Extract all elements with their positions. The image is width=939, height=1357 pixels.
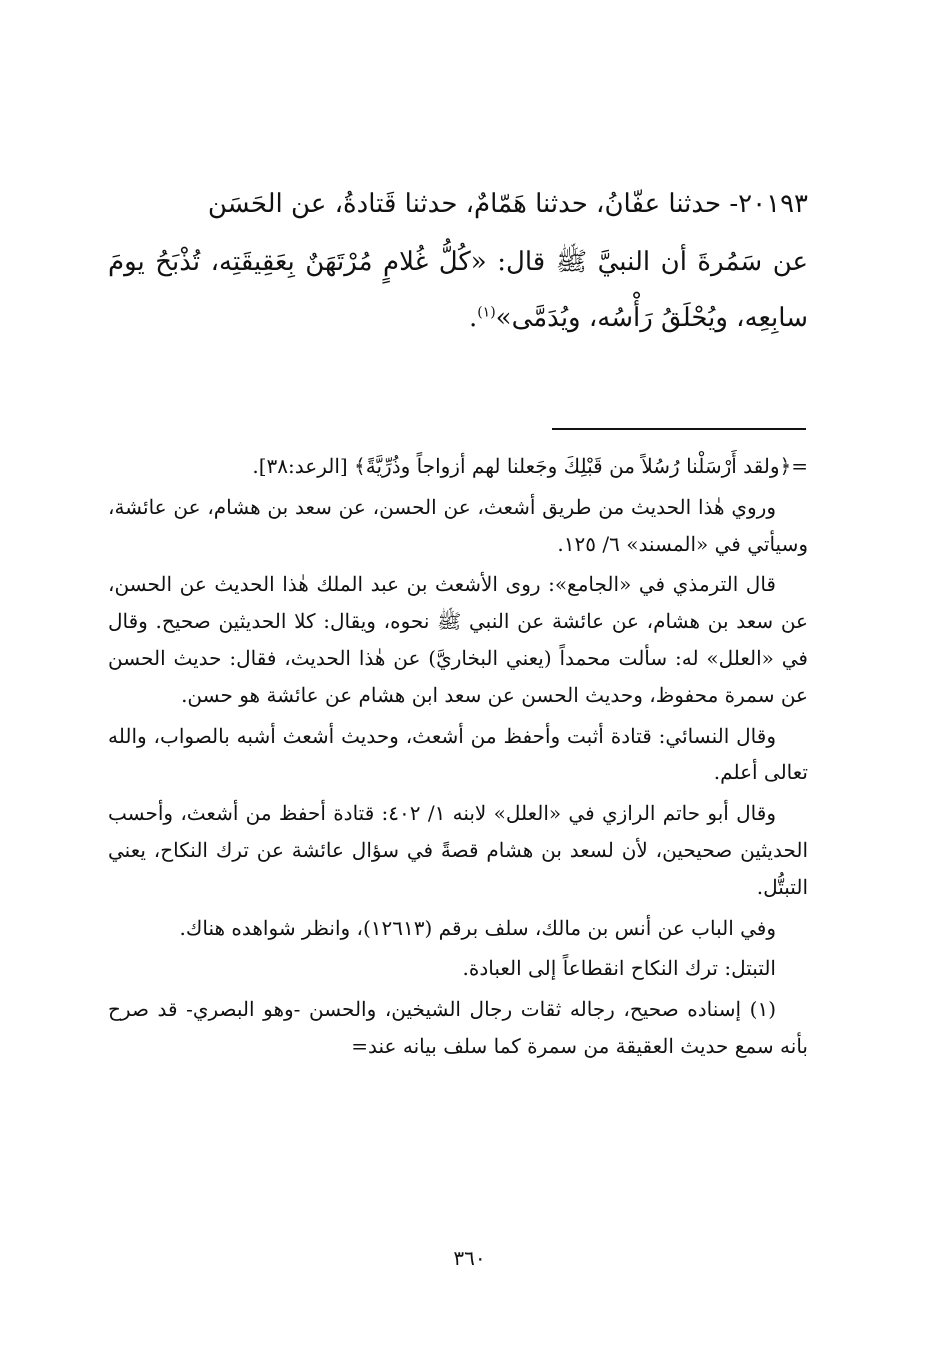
footnote-paragraph: وقال النسائي: قتادة أثبت وأحفظ من أشعث، وحديث أشعث أشبه بالصواب، والله تعالى أعلم. <box>108 723 808 785</box>
footnote-separator <box>552 428 806 430</box>
hadith-isnad: ٢٠١٩٣- حدثنا عفّانُ، حدثنا هَمّامٌ، حدثنا قَتادةُ، عن الحَسَن <box>207 189 808 219</box>
footnote-paragraph: وفي الباب عن أنس بن مالك، سلف برقم (١٢٦١٣)، وانظر شواهده هناك. <box>179 915 776 940</box>
footnote-paragraph: وقال أبو حاتم الرازي في «العلل» لابنه ١/ ٤٠٢: قتادة أحفظ من أشعث، وأحسب الحديثين صحيحين، لأن لسعد بن هشام قصةً في سؤال عائشة عن ترك النكاح، يعني التبتُّل. <box>108 801 808 899</box>
footnote-definition: التبتل: ترك النكاح انقطاعاً إلى العبادة. <box>462 956 776 981</box>
footnotes-block <box>108 448 808 1065</box>
footnote-paragraph: قال الترمذي في «الجامع»: روى الأشعث بن عبد الملك هٰذا الحديث عن الحسن، عن سعد بن هشام، عن عائشة عن النبي ﷺ نحوه، ويقال: كلا الحديثين صحيح. وقال في «العلل» له: سألت محمداً (يعني البخاريَّ) عن هٰذا الحديث، فقال: حديث الحسن عن سمرة محفوظ، وحديث الحسن عن سعد ابن هشام عن عائشة هو حسن. <box>108 572 808 707</box>
hadith-matn: عن سَمُرةَ أن النبيَّ ﷺ قال: «كُلُّ غُلامٍ مُرْتَهَنٌ بِعَقِيقَتِه، تُذْبَحُ يومَ سابِعِه، ويُحْلَقُ رَأْسُه، ويُدَمَّى» <box>108 247 808 333</box>
footnote-reference: (١) <box>477 304 496 321</box>
footnote-paragraph: وروي هٰذا الحديث من طريق أشعث، عن الحسن، عن سعد بن هشام، عن عائشة، وسيأتي في «المسند» ٦/ ١٢٥. <box>108 494 808 556</box>
footnote-1: (١) إسناده صحيح، رجاله ثقات رجال الشيخين، والحسن -وهو البصري- قد صرح بأنه سمع حديث العقيقة من سمرة كما سلف بيانه عند= <box>108 997 808 1058</box>
footnote-quran-verse: =﴿ولقد أَرْسَلْنا رُسُلاً من قَبْلِكَ وجَعلنا لهم أزواجاً وذُرِّيَّةً﴾ [الرعد:٣٨]. <box>252 454 808 478</box>
hadith-matn-line <box>108 234 808 346</box>
hadith-end-mark: . <box>468 303 478 333</box>
hadith-block <box>108 178 808 346</box>
page-number: ٣٦٠ <box>453 1246 486 1270</box>
